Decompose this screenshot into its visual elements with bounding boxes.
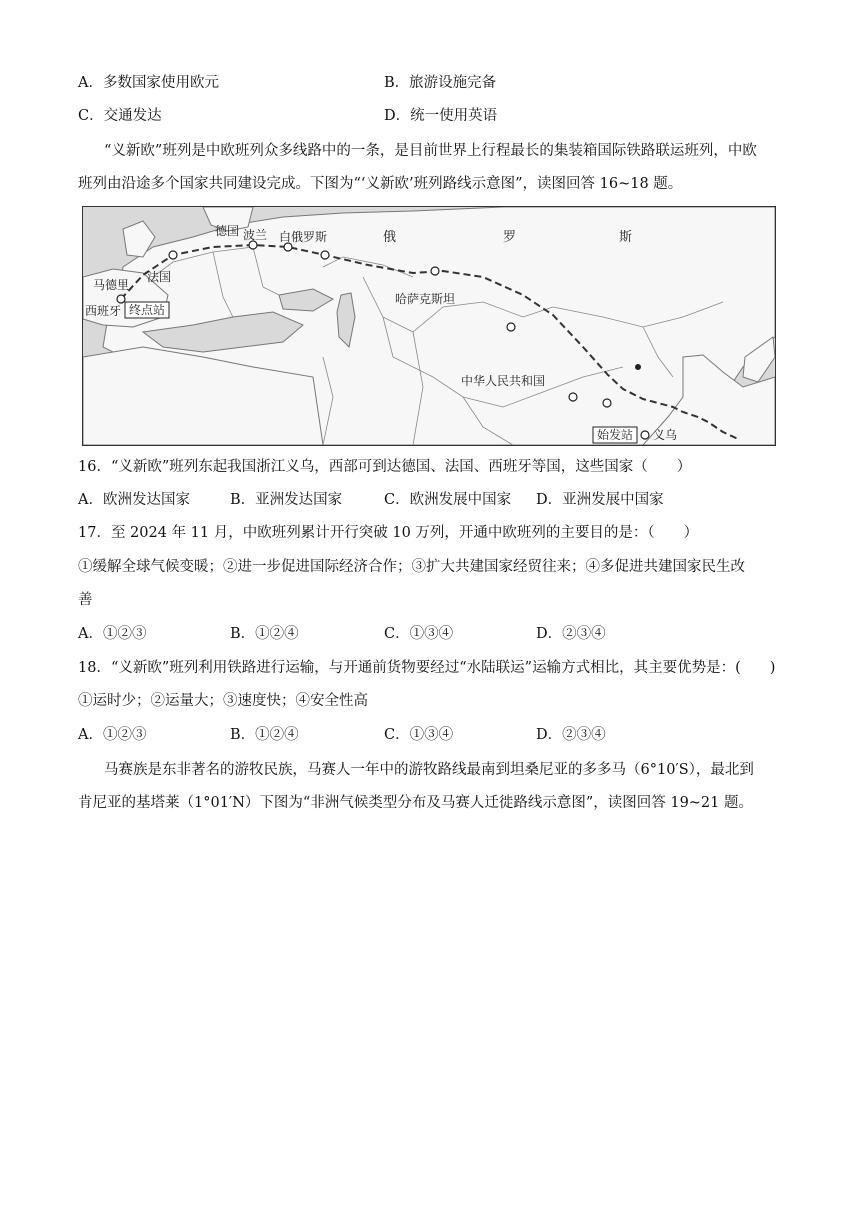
intro-16-18-line-2: 班列由沿途多个国家共同建设完成。下图为“‘义新欧’班列路线示意图”，读图回答 16~18 题。 (78, 176, 683, 192)
label-france: 法国 (147, 270, 172, 284)
station-belarus (321, 251, 329, 259)
q15-option-a: A．多数国家使用欧元 (78, 75, 219, 91)
station-china-west (569, 393, 577, 401)
station-terminal-madrid (117, 295, 125, 303)
q16-option-b: B．亚洲发达国家 (230, 492, 343, 508)
intro-19-21-line-2: 肯尼亚的基塔莱（1°01′N）下图为“非洲气候类型分布及马赛人迁徙路线示意图”，读图回答 19~21 题。 (78, 795, 753, 811)
label-china: 中华人民共和国 (461, 374, 546, 388)
q17-option-d: D．②③④ (536, 626, 606, 642)
yixinou-route-map (82, 206, 776, 446)
q17-option-a: A．①②③ (78, 626, 147, 642)
capital-marker-beijing (635, 364, 641, 370)
station-china-mid (603, 399, 611, 407)
station-poland (284, 243, 292, 251)
q15-option-b: B．旅游设施完备 (384, 75, 497, 91)
q18-items: ①运时少；②运量大；③速度快；④安全性高 (78, 693, 368, 709)
label-origin: 始发站 (597, 428, 634, 442)
q17-option-c: C．①③④ (384, 626, 454, 642)
label-poland: 波兰 (243, 228, 268, 242)
label-germany: 德国 (215, 224, 240, 238)
label-russia-1: 俄 (383, 230, 397, 245)
q15-option-c: C．交通发达 (78, 108, 162, 124)
q18-option-a: A．①②③ (78, 727, 147, 743)
q18-option-d: D．②③④ (536, 727, 606, 743)
station-russia (431, 267, 439, 275)
q17-items-line-1: ①缓解全球气候变暖；②进一步促进国际经济合作；③扩大共建国家经贸往来；④多促进共建国家民生改 (78, 559, 745, 575)
q18-option-c: C．①③④ (384, 727, 454, 743)
label-yiwu: 义乌 (653, 428, 678, 442)
q17-items-line-2: 善 (78, 592, 93, 608)
label-russia-2: 罗 (503, 230, 517, 245)
q17-option-b: B．①②④ (230, 626, 299, 642)
q16-option-a: A．欧洲发达国家 (78, 492, 190, 508)
label-russia-3: 斯 (619, 230, 633, 245)
label-madrid: 马德里 (93, 278, 130, 292)
label-spain: 西班牙 (85, 304, 122, 318)
intro-19-21-line-1: 马赛族是东非著名的游牧民族，马赛人一年中的游牧路线最南到坦桑尼亚的多多马（6°10′S），最北到 (104, 762, 754, 778)
label-kazakhstan: 哈萨克斯坦 (395, 292, 456, 306)
station-kazakhstan (507, 323, 515, 331)
q17-stem: 17．至 2024 年 11 月，中欧班列累计开行突破 10 万列，开通中欧班列的主要目的是：（ ） (78, 525, 699, 541)
intro-16-18-line-1: “义新欧”班列是中欧班列众多线路中的一条，是目前世界上行程最长的集装箱国际铁路联运班列，中欧 (104, 143, 757, 159)
label-terminal: 终点站 (129, 303, 166, 317)
label-belarus: 白俄罗斯 (279, 230, 328, 244)
q18-option-b: B．①②④ (230, 727, 299, 743)
q18-stem: 18．“义新欧”班列利用铁路进行运输，与开通前货物要经过“水陆联运”运输方式相比，其主要优势是：( ) (78, 660, 776, 676)
station-france (169, 251, 177, 259)
q16-option-d: D．亚洲发展中国家 (536, 492, 664, 508)
station-origin-yiwu (641, 431, 649, 439)
q15-option-d: D．统一使用英语 (384, 108, 498, 124)
q16-option-c: C．欧洲发展中国家 (384, 492, 512, 508)
q16-stem: 16．“义新欧”班列东起我国浙江义乌，西部可到达德国、法国、西班牙等国，这些国家（ ） (78, 459, 692, 475)
station-germany (249, 241, 257, 249)
route-map-svg (83, 207, 775, 445)
